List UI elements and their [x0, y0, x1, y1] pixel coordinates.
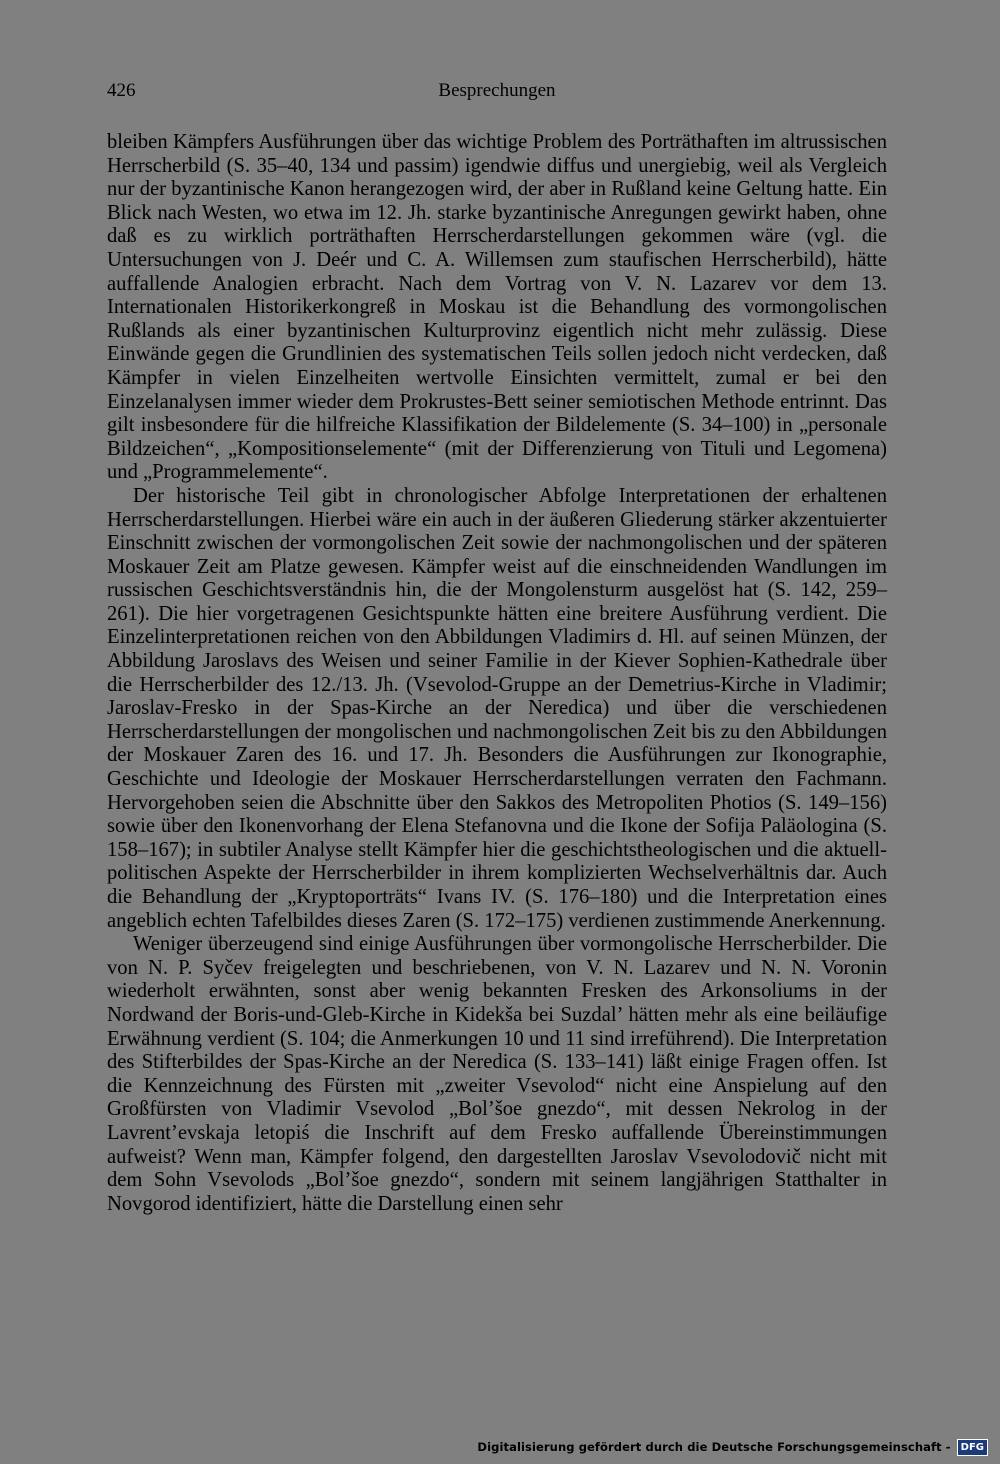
page-number: 426	[107, 80, 136, 101]
review-body	[107, 131, 887, 1216]
credit-text: Digitalisierung gefördert durch die Deutsche Forschungsgemeinschaft -	[477, 1440, 951, 1454]
paragraph-3: Weniger überzeugend sind einige Ausführungen über vormongolische Herrscherbilder. Die von N. P. Syčev freigelegten und beschriebenen, von V. N. Lazarev und N. N. Voronin wiederholt erwähnten, sonst aber wenig bekannten Fresken des Arkonsoliums in der Nordwand der Boris-und-Gleb-Kirche in Kidekša bei Suzdal’ hätten mehr als eine beiläufige Erwähnung verdient (S. 104; die Anmerkungen 10 und 11 sind irreführend). Die Interpretation des Stifterbildes der Spas-Kirche an der Neredica (S. 133–141) läßt einige Fragen offen. Ist die Kennzeichnung des Fürsten mit „zweiter Vsevolod“ nicht eine Anspielung auf den Großfürsten von Vladimir Vsevolod „Bol’šoe gnezdo“, mit dessen Nekrolog in der Lavrent’evskaja letopiś die Inschrift auf dem Fresko auffallende Übereinstimmungen aufweist? Wenn man, Kämpfer folgend, den dargestellten Jaroslav Vsevolodovič nicht mit dem Sohn Vsevolods „Bol’šoe gnezdo“, sondern mit seinem langjährigen Statthalter in Novgorod identifiziert, hätte die Darstellung einen sehr	[107, 933, 887, 1215]
running-head: Besprechungen	[438, 80, 556, 101]
paragraph-1: bleiben Kämpfers Ausführungen über das wichtige Problem des Porträthaften im altrussischen Herrscherbild (S. 35–40, 134 und passim) igendwie diffus und unergiebig, weil als Vergleich nur der byzantinische Kanon herangezogen wird, der aber in Rußland keine Geltung hatte. Ein Blick nach Westen, wo etwa im 12. Jh. starke byzantinische Anregungen gewirkt haben, ohne daß es zu wirklich porträthaften Herrscherdarstellungen gekommen wäre (vgl. die Untersuchungen von J. Deér und C. A. Willemsen zum staufischen Herrscherbild), hätte auffallende Analogien erbracht. Nach dem Vortrag von V. N. Lazarev vor dem 13. Internationalen Historikerkongreß in Moskau ist die Behandlung des vormongolischen Rußlands als einer byzantinischen Kulturprovinz eigentlich nicht mehr zulässig. Diese Einwände gegen die Grundlinien des systematischen Teils sollen jedoch nicht verdecken, daß Kämpfer in vielen Einzelheiten wertvolle Einsichten vermittelt, zumal er bei den Einzelanalysen immer wieder dem Prokrustes-Bett seiner semiotischen Methode entrinnt. Das gilt insbesondere für die hilfreiche Klassifikation der Bildelemente (S. 34–100) in „personale Bildzeichen“, „Kompositionselemente“ (mit der Differenzierung von Tituli und Legomena) und „Programmelemente“.	[107, 131, 887, 484]
page-header	[107, 80, 887, 108]
dfg-logo-icon: DFG	[957, 1439, 988, 1456]
digitization-credit	[477, 1438, 988, 1456]
paragraph-2: Der historische Teil gibt in chronologischer Abfolge Interpretationen der erhaltenen Herrscherdarstellungen. Hierbei wäre ein auch in der äußeren Gliederung stärker akzentuierter Einschnitt zwischen der vormongolischen Zeit sowie der nachmongolischen und der späteren Moskauer Zeit am Platze gewesen. Kämpfer weist auf die einschneidenden Wandlungen im russischen Geschichtsverständnis hin, die der Mongolensturm ausgelöst hat (S. 142, 259–261). Die hier vorgetragenen Gesichtspunkte hätten eine breitere Ausführung verdient. Die Einzelinterpretationen reichen von den Abbildungen Vladimirs d. Hl. auf seinen Münzen, der Abbildung Jaroslavs des Weisen und seiner Familie in der Kiever Sophien-Kathedrale über die Herrscherbilder des 12./13. Jh. (Vsevolod-Gruppe an der Demetrius-Kirche in Vladimir; Jaroslav-Fresko in der Spas-Kirche an der Neredica) und über die verschiedenen Herrscherdarstellungen der mongolischen und nachmongolischen Zeit bis zu den Abbildungen der Moskauer Zaren des 16. und 17. Jh. Besonders die Ausführungen zur Ikonographie, Geschichte und Ideologie der Moskauer Herrscherdarstellungen verraten den Fachmann. Hervorgehoben seien die Abschnitte über den Sakkos des Metropoliten Photios (S. 149–156) sowie über den Ikonenvorhang der Elena Stefanovna und die Ikone der Sofija Paläologina (S. 158–167); in subtiler Analyse stellt Kämpfer hier die geschichtstheologischen und die aktuell-politischen Aspekte der Herrscherbilder in ihrem komplizierten Wechselverhältnis dar. Auch die Behandlung der „Kryptoporträts“ Ivans IV. (S. 176–180) und die Interpretation eines angeblich echten Tafelbildes dieses Zaren (S. 172–175) verdienen zustimmende Anerkennung.	[107, 484, 887, 932]
